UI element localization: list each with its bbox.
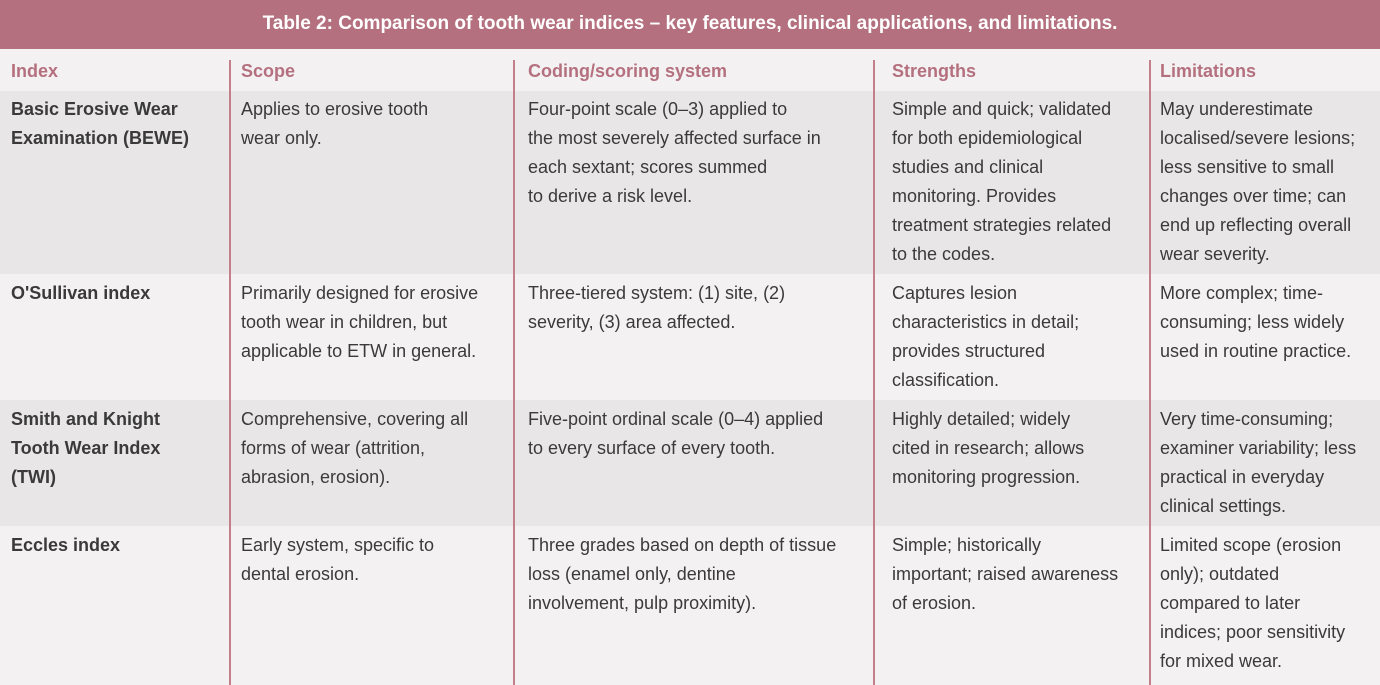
coding-cell: Five-point ordinal scale (0–4) applied to every surface of every tooth. bbox=[528, 409, 824, 458]
limitations-cell: More complex; time- consuming; less widely used in routine practice. bbox=[1160, 283, 1352, 361]
coding-cell: Three grades based on depth of tissue loss (enamel only, dentine involvement, pulp proximity). bbox=[528, 535, 837, 613]
header-index: Index bbox=[11, 61, 59, 81]
limitations-cell: Limited scope (erosion only); outdated compared to later indices; poor sensitivity for mixed wear. bbox=[1160, 535, 1346, 671]
column-divider bbox=[1149, 60, 1151, 685]
header-coding: Coding/scoring system bbox=[528, 61, 728, 81]
scope-cell: Early system, specific to dental erosion. bbox=[241, 535, 435, 584]
strengths-cell: Simple; historically important; raised awareness of erosion. bbox=[892, 535, 1119, 613]
header-limitations: Limitations bbox=[1160, 61, 1257, 81]
strengths-cell: Captures lesion characteristics in detail; provides structured classification. bbox=[892, 283, 1080, 390]
coding-cell: Four-point scale (0–3) applied to the most severely affected surface in each sextant; scores summed to derive a risk level. bbox=[528, 99, 821, 206]
scope-cell: Applies to erosive tooth wear only. bbox=[241, 99, 429, 148]
index-name: Eccles index bbox=[11, 535, 121, 555]
limitations-cell: May underestimate localised/severe lesions; less sensitive to small changes over time; can end up reflecting overall wear severity. bbox=[1160, 99, 1356, 264]
index-name: Basic Erosive Wear Examination (BEWE) bbox=[11, 99, 190, 148]
strengths-cell: Highly detailed; widely cited in research; allows monitoring progression. bbox=[892, 409, 1085, 487]
column-divider bbox=[513, 60, 515, 685]
header-scope: Scope bbox=[241, 61, 296, 81]
coding-cell: Three-tiered system: (1) site, (2) severity, (3) area affected. bbox=[528, 283, 786, 332]
limitations-cell: Very time-consuming; examiner variability; less practical in everyday clinical settings. bbox=[1160, 409, 1357, 516]
scope-cell: Primarily designed for erosive tooth wear in children, but applicable to ETW in general. bbox=[241, 283, 479, 361]
column-divider bbox=[229, 60, 231, 685]
index-name: O'Sullivan index bbox=[11, 283, 151, 303]
scope-cell: Comprehensive, covering all forms of wear (attrition, abrasion, erosion). bbox=[241, 409, 469, 487]
table-title: Table 2: Comparison of tooth wear indices – key features, clinical applications, and limitations. bbox=[0, 0, 1380, 49]
column-divider bbox=[873, 60, 875, 685]
index-name: Smith and Knight Tooth Wear Index (TWI) bbox=[11, 409, 161, 487]
strengths-cell: Simple and quick; validated for both epidemiological studies and clinical monitoring. Provides treatment strategies related to the codes. bbox=[892, 99, 1112, 264]
header-strengths: Strengths bbox=[892, 61, 977, 81]
